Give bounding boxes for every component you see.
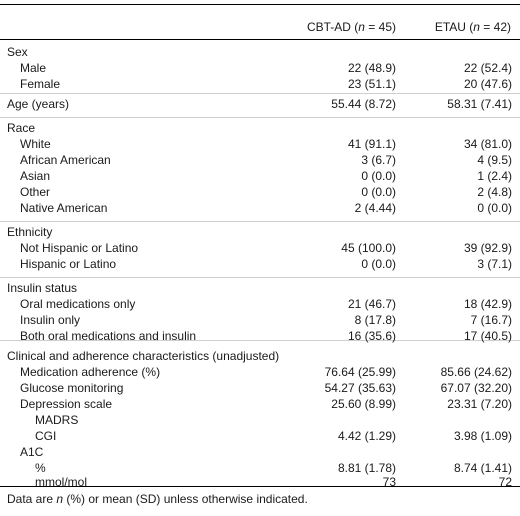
table-row <box>0 184 520 200</box>
cbt-ad-value: 41 (91.1) <box>347 137 396 151</box>
column-header-cbt-ad-n: n <box>358 20 365 34</box>
section-separator <box>0 117 520 118</box>
etau-value: 1 (2.4) <box>477 169 512 183</box>
row-label: CGI <box>35 429 57 443</box>
row-label: MADRS <box>35 413 79 427</box>
etau-value: 0 (0.0) <box>477 201 512 215</box>
etau-value: 72 <box>498 475 512 489</box>
cbt-ad-value: 2 (4.44) <box>354 201 396 215</box>
table-row <box>0 256 520 272</box>
etau-value: 39 (92.9) <box>463 241 512 255</box>
etau-value: 3.98 (1.09) <box>453 429 512 443</box>
table-row <box>0 280 520 296</box>
column-header-cbt-ad-prefix: CBT-AD ( <box>306 20 359 34</box>
row-label: Clinical and adherence characteristics (unadjusted) <box>7 349 280 363</box>
column-header-cbt-ad <box>307 20 396 34</box>
column-header-etau-prefix: ETAU ( <box>434 20 474 34</box>
table-row <box>0 296 520 312</box>
table-row <box>0 428 520 444</box>
table-row <box>0 136 520 152</box>
row-label: Hispanic or Latino <box>20 257 117 271</box>
table-bottom-rule <box>0 486 520 487</box>
table-row <box>0 60 520 76</box>
etau-value: 18 (42.9) <box>463 297 512 311</box>
row-label: Ethnicity <box>7 225 53 239</box>
table-row <box>0 396 520 412</box>
table-row <box>0 348 520 364</box>
row-label: mmol/mol <box>35 475 88 489</box>
table-row <box>0 380 520 396</box>
cbt-ad-value: 25.60 (8.99) <box>331 397 396 411</box>
row-label: African American <box>20 153 111 167</box>
table-row <box>0 364 520 380</box>
cbt-ad-value: 55.44 (8.72) <box>331 97 396 111</box>
table-row <box>0 240 520 256</box>
column-header-etau-suffix: = 42) <box>479 20 511 34</box>
table-row <box>0 328 520 344</box>
etau-value: 8.74 (1.41) <box>453 461 512 475</box>
cbt-ad-value: 73 <box>382 475 396 489</box>
etau-value: 23.31 (7.20) <box>447 397 512 411</box>
section-separator <box>0 93 520 94</box>
row-label: Sex <box>7 45 28 59</box>
etau-value: 17 (40.5) <box>463 329 512 343</box>
row-label: Insulin status <box>7 281 78 295</box>
row-label: Oral medications only <box>20 297 136 311</box>
etau-value: 67.07 (32.20) <box>440 381 512 395</box>
etau-value: 20 (47.6) <box>463 77 512 91</box>
table-footnote <box>7 492 308 506</box>
header-rule <box>0 39 520 40</box>
cbt-ad-value: 0 (0.0) <box>361 257 396 271</box>
cbt-ad-value: 8.81 (1.78) <box>337 461 396 475</box>
cbt-ad-value: 45 (100.0) <box>341 241 396 255</box>
table-row <box>0 120 520 136</box>
cbt-ad-value: 8 (17.8) <box>354 313 396 327</box>
row-label: Race <box>7 121 36 135</box>
etau-value: 2 (4.8) <box>477 185 512 199</box>
row-label: A1C <box>20 445 44 459</box>
table-row <box>0 444 520 460</box>
cbt-ad-value: 0 (0.0) <box>361 169 396 183</box>
row-label: White <box>20 137 51 151</box>
row-label: Age (years) <box>7 97 70 111</box>
section-separator <box>0 277 520 278</box>
row-label: Native American <box>20 201 108 215</box>
row-label: % <box>35 461 46 475</box>
row-label: Depression scale <box>20 397 113 411</box>
table-row <box>0 96 520 112</box>
table-row <box>0 412 520 428</box>
cbt-ad-value: 21 (46.7) <box>347 297 396 311</box>
row-label: Male <box>20 61 47 75</box>
etau-value: 34 (81.0) <box>463 137 512 151</box>
table-row <box>0 224 520 240</box>
cbt-ad-value: 16 (35.6) <box>347 329 396 343</box>
cbt-ad-value: 23 (51.1) <box>347 77 396 91</box>
cbt-ad-value: 76.64 (25.99) <box>324 365 396 379</box>
table-row <box>0 44 520 60</box>
etau-value: 85.66 (24.62) <box>440 365 512 379</box>
cbt-ad-value: 22 (48.9) <box>347 61 396 75</box>
row-label: Asian <box>20 169 51 183</box>
row-label: Not Hispanic or Latino <box>20 241 139 255</box>
cbt-ad-value: 4.42 (1.29) <box>337 429 396 443</box>
table-top-rule <box>0 4 520 5</box>
section-separator <box>0 221 520 222</box>
etau-value: 22 (52.4) <box>463 61 512 75</box>
row-label: Other <box>20 185 51 199</box>
column-header-etau-n: n <box>473 20 480 34</box>
etau-value: 3 (7.1) <box>477 257 512 271</box>
row-label: Glucose monitoring <box>20 381 124 395</box>
table-row <box>0 312 520 328</box>
table-row <box>0 200 520 216</box>
etau-value: 7 (16.7) <box>470 313 512 327</box>
row-label: Both oral medications and insulin <box>20 329 197 343</box>
cbt-ad-value: 3 (6.7) <box>361 153 396 167</box>
column-header-etau <box>435 20 511 34</box>
row-label: Medication adherence (%) <box>20 365 161 379</box>
column-header-cbt-ad-suffix: = 45) <box>364 20 396 34</box>
table-row <box>0 168 520 184</box>
table-row <box>0 76 520 92</box>
row-label: Female <box>20 77 61 91</box>
row-label: Insulin only <box>20 313 81 327</box>
cbt-ad-value: 0 (0.0) <box>361 185 396 199</box>
etau-value: 4 (9.5) <box>477 153 512 167</box>
footnote-suffix: (%) or mean (SD) unless otherwise indicated. <box>63 492 308 506</box>
footnote-n: n <box>56 492 64 506</box>
table-row <box>0 152 520 168</box>
footnote-prefix: Data are <box>7 492 57 506</box>
cbt-ad-value: 54.27 (35.63) <box>324 381 396 395</box>
table-row <box>0 474 520 490</box>
etau-value: 58.31 (7.41) <box>447 97 512 111</box>
